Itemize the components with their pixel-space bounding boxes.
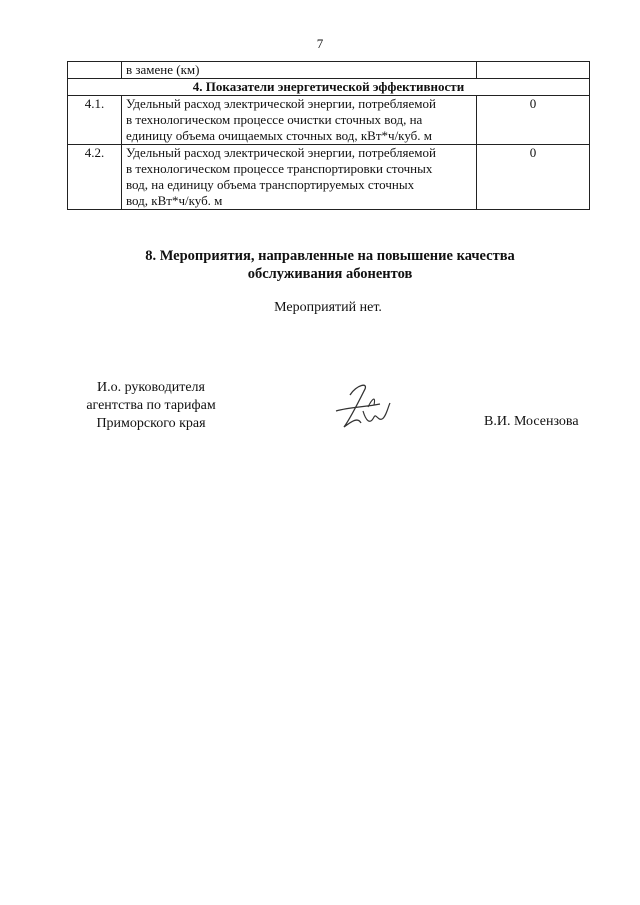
table-row: [68, 96, 590, 145]
table-row-continuation: [68, 62, 590, 79]
row-description: в замене (км): [122, 62, 477, 79]
row-description: [122, 96, 477, 145]
description-line: вод, на единицу объема транспортируемых сточных: [126, 177, 415, 192]
signer-title-line: агентства по тарифам: [86, 398, 216, 413]
table-section-row: [68, 79, 590, 96]
row-number: 4.1.: [68, 96, 122, 145]
page-number: 7: [316, 36, 324, 51]
description-line: в технологическом процессе транспортировки сточных: [126, 161, 433, 176]
signer-name: В.И. Мосензова: [484, 414, 579, 429]
no-measures-text: Мероприятий нет.: [274, 300, 382, 315]
row-number: 4.2.: [68, 145, 122, 210]
description-line: Удельный расход электрической энергии, потребляемой: [126, 145, 436, 160]
section-title: 4. Показатели энергетической эффективности: [68, 79, 590, 96]
table-row: [68, 145, 590, 210]
row-value: [477, 62, 590, 79]
heading-line: обслуживания абонентов: [247, 266, 413, 282]
row-value: 0: [477, 96, 590, 145]
row-value: 0: [477, 145, 590, 210]
row-number: [68, 62, 122, 79]
description-line: Удельный расход электрической энергии, потребляемой: [126, 96, 436, 111]
description-line: вод, кВт*ч/куб. м: [126, 193, 223, 208]
signer-title: [70, 379, 232, 433]
row-description: [122, 145, 477, 210]
handwritten-signature: [330, 377, 400, 437]
signer-title-line: Приморского края: [96, 416, 206, 431]
signer-title-line: И.о. руководителя: [96, 380, 205, 395]
indicators-table: [67, 61, 590, 210]
description-line: единицу объема очищаемых сточных вод, кВт*ч/куб. м: [126, 128, 432, 143]
heading-line: 8. Мероприятия, направленные на повышение качества: [145, 248, 515, 264]
section-heading: [0, 247, 640, 283]
description-line: в технологическом процессе очистки сточных вод, на: [126, 112, 423, 127]
